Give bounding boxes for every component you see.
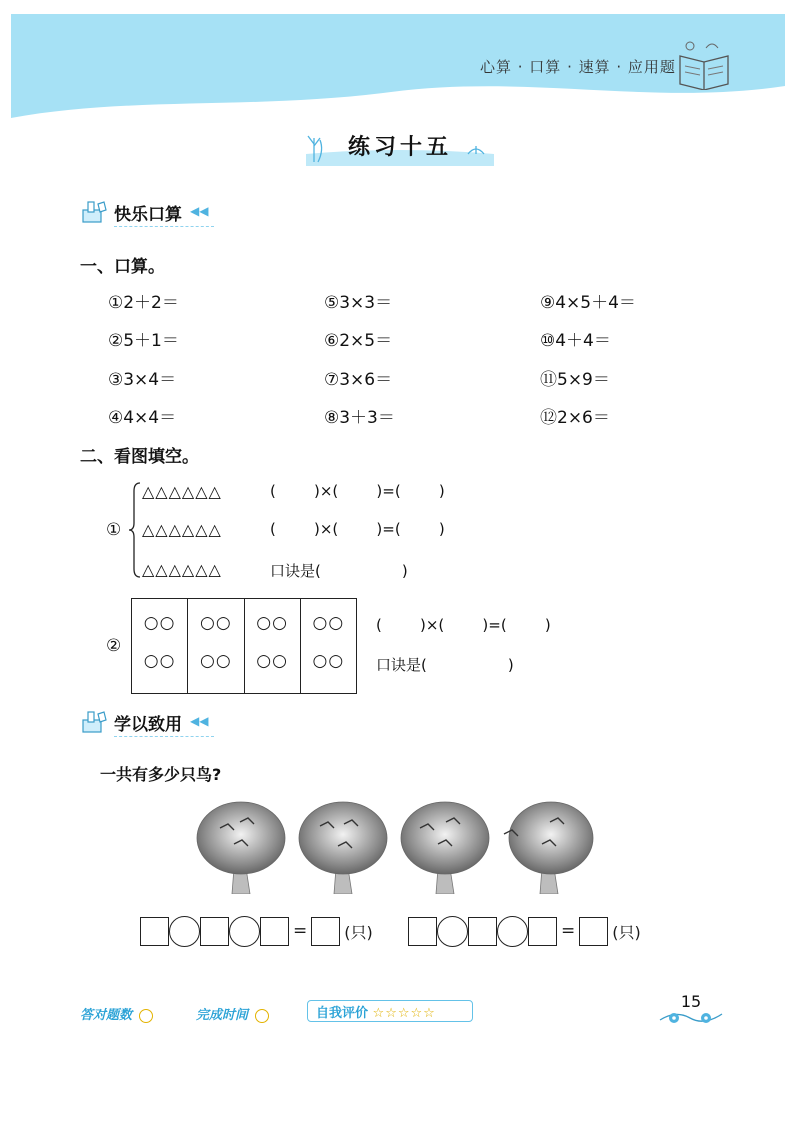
arrow-icon: ◀◀: [190, 714, 209, 728]
section-header-xueyi: [80, 708, 220, 742]
answer-box[interactable]: [140, 917, 169, 946]
problem-8: ⑧3＋3＝: [324, 408, 395, 428]
tree-with-birds-image: [296, 798, 390, 894]
self-evaluation-box[interactable]: [307, 1000, 473, 1022]
smiley-icon: [255, 1009, 269, 1023]
operator-circle[interactable]: [437, 916, 468, 947]
section-label: 学以致用: [114, 715, 182, 735]
book-icon: [676, 38, 732, 94]
page-number: 15: [680, 992, 702, 1011]
triangle-row-3: △△△△△△: [142, 560, 222, 579]
correct-count-label: 答对题数: [80, 1008, 133, 1023]
grid-cell: [245, 599, 301, 693]
operator-circle[interactable]: [497, 916, 528, 947]
answer-equation-2: [408, 915, 641, 947]
problem-9: ⑨4×5＋4＝: [540, 293, 636, 313]
part1-title: 一、口算。: [80, 257, 165, 277]
section-underline: [114, 226, 214, 227]
tree-with-birds-image: [502, 798, 596, 894]
answer-box[interactable]: [528, 917, 557, 946]
circle-pair: ○○: [312, 613, 345, 633]
problem-4: ④4×4＝: [108, 408, 177, 428]
item2-equation[interactable]: ( )×( )=( ): [376, 616, 551, 634]
brace-icon: [128, 481, 142, 579]
equals-sign: =: [293, 921, 308, 941]
circle-pair: ○○: [200, 613, 232, 633]
item2-number: ②: [106, 636, 122, 656]
answer-box[interactable]: [260, 917, 289, 946]
item1-number: ①: [106, 520, 122, 540]
triangle-row-2: △△△△△△: [142, 520, 222, 539]
tree-with-birds-image: [398, 798, 492, 894]
part2-title: 二、看图填空。: [80, 447, 199, 467]
answer-box[interactable]: [408, 917, 437, 946]
item1-equation-1[interactable]: ( )×( )=( ): [270, 482, 445, 500]
equals-sign: =: [561, 921, 576, 941]
grid-cell: [132, 599, 188, 693]
header-subtitle: 心算 · 口算 · 速算 · 应用题: [480, 58, 676, 76]
tree-with-birds-image: [194, 798, 288, 894]
circle-pair: ○○: [256, 613, 288, 633]
section-label: 快乐口算: [114, 205, 182, 225]
smiley-icon: [139, 1009, 153, 1023]
section-header-kuaile: [80, 198, 220, 232]
books-icon: [80, 708, 110, 738]
unit-label: (只): [612, 922, 641, 942]
self-evaluation-label: 自我评价: [316, 1006, 369, 1021]
completion-time-label: 完成时间: [196, 1008, 249, 1023]
item2-koujue[interactable]: 口诀是( ): [376, 656, 514, 674]
star-rating-icons[interactable]: ☆☆☆☆☆: [372, 1006, 436, 1021]
problem-11: ⑪5×9＝: [540, 370, 610, 390]
books-icon: [80, 198, 110, 228]
problem-3: ③3×4＝: [108, 370, 177, 390]
item1-equation-2[interactable]: ( )×( )=( ): [270, 520, 445, 538]
problem-12: ⑫2×6＝: [540, 408, 610, 428]
completion-time-field[interactable]: [196, 1004, 269, 1023]
problem-1: ①2＋2＝: [108, 293, 179, 313]
circle-pair: ○○: [143, 651, 176, 671]
problem-7: ⑦3×6＝: [324, 370, 393, 390]
problem-6: ⑥2×5＝: [324, 331, 393, 351]
circle-pair: ○○: [143, 613, 176, 633]
correct-count-field[interactable]: [80, 1004, 153, 1023]
answer-equation-1: [140, 915, 373, 947]
problem-2: ②5＋1＝: [108, 331, 179, 351]
result-box[interactable]: [579, 917, 608, 946]
operator-circle[interactable]: [229, 916, 260, 947]
unit-label: (只): [344, 922, 373, 942]
page-title: 练习十五: [347, 135, 452, 160]
application-question: 一共有多少只鸟?: [100, 765, 222, 784]
circle-pair: ○○: [256, 651, 288, 671]
grid-cell: [301, 599, 356, 693]
problem-10: ⑩4＋4＝: [540, 331, 611, 351]
triangle-row-1: △△△△△△: [142, 482, 222, 501]
circle-pair: ○○: [312, 651, 345, 671]
grid-cell: [188, 599, 244, 693]
circle-grid: [131, 598, 357, 694]
problem-5: ⑤3×3＝: [324, 293, 393, 313]
answer-box[interactable]: [200, 917, 229, 946]
result-box[interactable]: [311, 917, 340, 946]
operator-circle[interactable]: [169, 916, 200, 947]
item1-koujue[interactable]: 口诀是( ): [270, 562, 408, 580]
answer-box[interactable]: [468, 917, 497, 946]
arrow-icon: ◀◀: [190, 204, 209, 218]
section-underline: [114, 736, 214, 737]
circle-pair: ○○: [200, 651, 232, 671]
